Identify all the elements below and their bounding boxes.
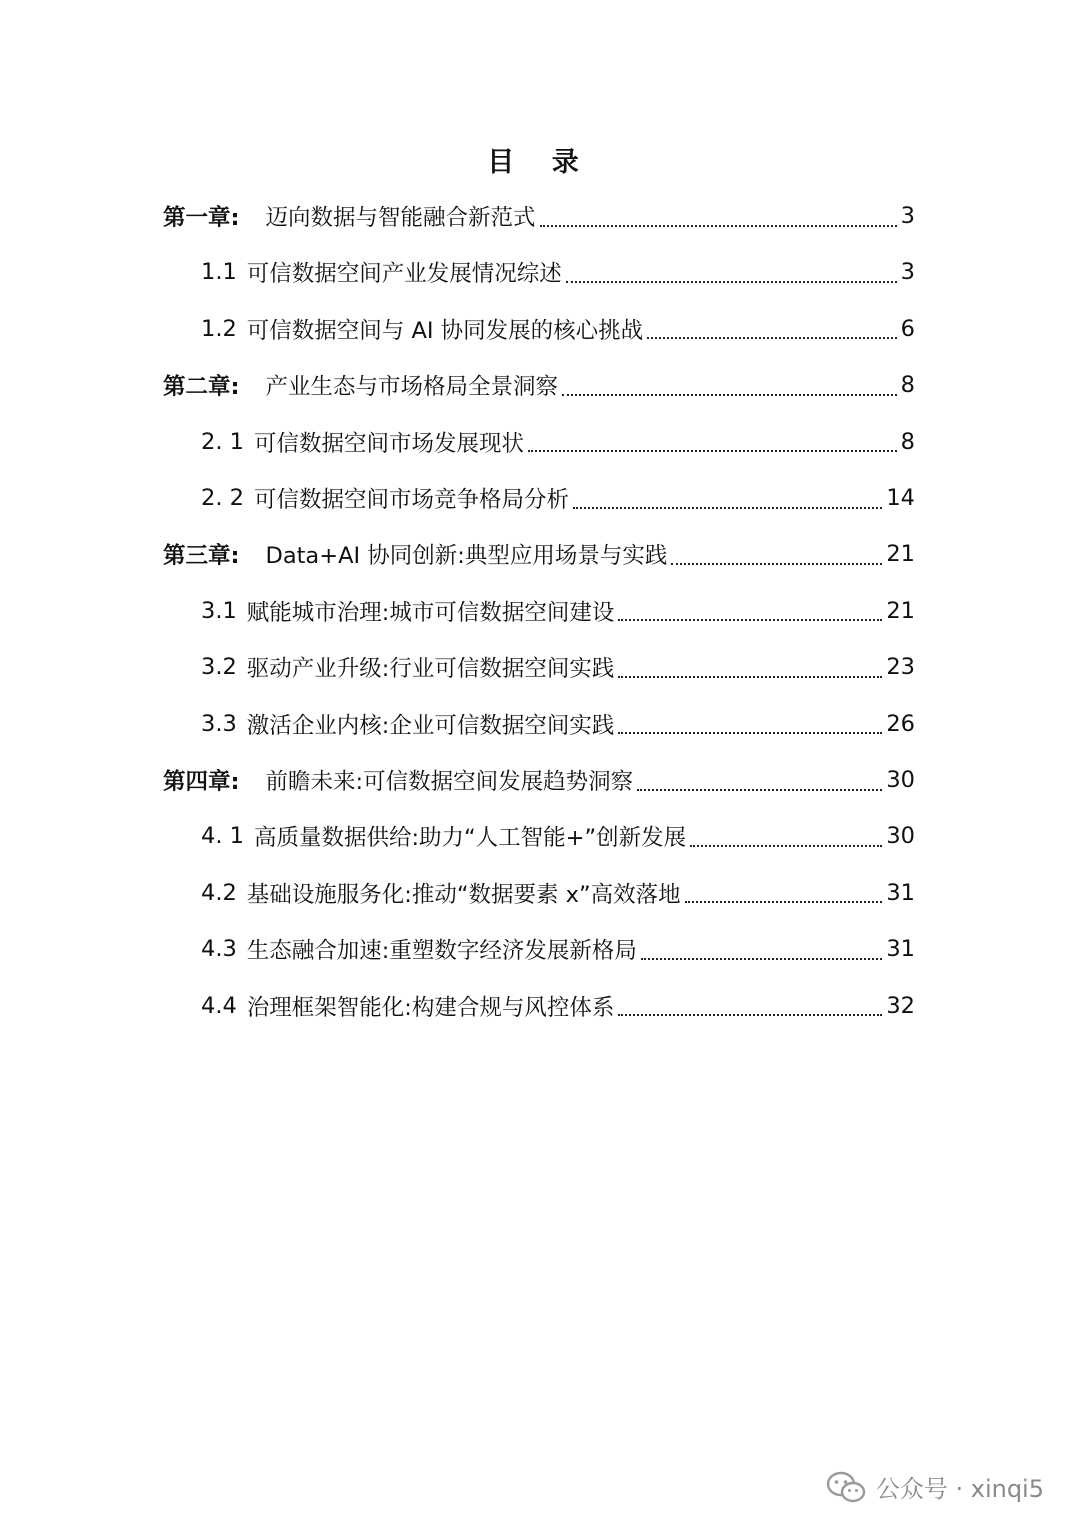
entry-number: 第三章: bbox=[163, 543, 240, 570]
toc-section-entry[interactable] bbox=[201, 696, 915, 752]
entry-number: 4. 1 bbox=[201, 823, 244, 850]
entry-page-number: 32 bbox=[886, 992, 915, 1019]
entry-page-number: 6 bbox=[900, 315, 915, 342]
entry-page-number: 14 bbox=[886, 485, 915, 511]
entry-title: 产业生态与市场格局全景洞察 bbox=[265, 374, 559, 401]
entry-number: 3.2 bbox=[201, 654, 237, 681]
entry-page-number: 3 bbox=[900, 203, 915, 229]
entry-page-number: 30 bbox=[886, 823, 915, 850]
dot-leader bbox=[618, 618, 882, 621]
toc-section-entry[interactable] bbox=[201, 865, 915, 921]
entry-title: 生态融合加速:重塑数字经济发展新格局 bbox=[246, 938, 637, 965]
entry-page-number: 31 bbox=[886, 879, 915, 906]
toc-section-entry[interactable] bbox=[201, 301, 915, 357]
entry-page-number: 8 bbox=[900, 428, 915, 455]
entry-number: 第四章: bbox=[163, 769, 240, 795]
entry-page-number: 30 bbox=[886, 767, 915, 793]
entry-number: 3.1 bbox=[201, 597, 237, 624]
entry-title: 赋能城市治理:城市可信数据空间建设 bbox=[246, 599, 615, 626]
dot-leader bbox=[647, 336, 897, 339]
dot-leader bbox=[637, 788, 882, 791]
dot-leader bbox=[618, 675, 882, 678]
dot-leader bbox=[562, 393, 897, 396]
dot-leader bbox=[618, 1013, 882, 1016]
entry-number: 4.4 bbox=[201, 992, 237, 1019]
toc-chapter-entry[interactable] bbox=[163, 188, 915, 244]
entry-title: 高质量数据供给:助力“人工智能+”创新发展 bbox=[253, 825, 687, 852]
entry-title: 可信数据空间市场发展现状 bbox=[253, 430, 524, 457]
entry-page-number: 8 bbox=[900, 372, 915, 399]
entry-title: 前瞻未来:可信数据空间发展趋势洞察 bbox=[265, 769, 634, 795]
dot-leader bbox=[573, 506, 882, 509]
dot-leader bbox=[685, 900, 883, 903]
entry-number: 第一章: bbox=[163, 205, 240, 231]
entry-title: Data+AI 协同创新:典型应用场景与实践 bbox=[265, 543, 668, 570]
entry-page-number: 3 bbox=[900, 259, 915, 286]
watermark bbox=[826, 1469, 1044, 1504]
toc-chapter-entry[interactable] bbox=[163, 357, 915, 413]
toc-section-entry[interactable] bbox=[201, 639, 915, 695]
wechat-icon bbox=[826, 1471, 866, 1503]
entry-number: 1.1 bbox=[201, 259, 237, 286]
toc-chapter-entry[interactable] bbox=[163, 526, 915, 582]
entry-page-number: 23 bbox=[886, 654, 915, 681]
entry-number: 第二章: bbox=[163, 374, 240, 401]
entry-number: 2. 2 bbox=[201, 485, 244, 511]
toc-title: 目 录 bbox=[487, 147, 593, 178]
entry-page-number: 21 bbox=[886, 541, 915, 568]
dot-leader bbox=[566, 280, 897, 283]
entry-title: 可信数据空间与 AI 协同发展的核心挑战 bbox=[246, 317, 644, 344]
entry-number: 3.3 bbox=[201, 710, 237, 737]
toc-section-entry[interactable] bbox=[201, 470, 915, 526]
entry-page-number: 21 bbox=[886, 597, 915, 624]
entry-title: 基础设施服务化:推动“数据要素 x”高效落地 bbox=[246, 881, 681, 908]
dot-leader bbox=[618, 731, 882, 734]
entry-title: 激活企业内核:企业可信数据空间实践 bbox=[246, 712, 615, 739]
dot-leader bbox=[641, 957, 882, 960]
entry-number: 4.3 bbox=[201, 936, 237, 963]
entry-title: 可信数据空间产业发展情况综述 bbox=[246, 261, 562, 288]
dot-leader bbox=[671, 562, 882, 565]
entry-title: 治理框架智能化:构建合规与风控体系 bbox=[246, 994, 615, 1021]
toc-section-entry[interactable] bbox=[201, 921, 915, 977]
toc-section-entry[interactable] bbox=[201, 583, 915, 639]
entry-title: 迈向数据与智能融合新范式 bbox=[265, 205, 536, 231]
entry-title: 可信数据空间市场竞争格局分析 bbox=[253, 487, 569, 513]
entry-number: 1.2 bbox=[201, 315, 237, 342]
toc-section-entry[interactable] bbox=[201, 808, 915, 864]
toc-chapter-entry[interactable] bbox=[163, 752, 915, 808]
watermark-text: 公众号 · xinqi5 bbox=[875, 1475, 1044, 1503]
dot-leader bbox=[528, 449, 897, 452]
toc-section-entry[interactable] bbox=[201, 978, 915, 1034]
toc-section-entry[interactable] bbox=[201, 414, 915, 470]
entry-number: 2. 1 bbox=[201, 428, 244, 455]
entry-number: 4.2 bbox=[201, 879, 237, 906]
entry-title: 驱动产业升级:行业可信数据空间实践 bbox=[246, 656, 615, 683]
dot-leader bbox=[540, 224, 897, 227]
entry-page-number: 31 bbox=[886, 936, 915, 963]
toc-section-entry[interactable] bbox=[201, 244, 915, 300]
dot-leader bbox=[690, 844, 882, 847]
entry-page-number: 26 bbox=[886, 710, 915, 737]
